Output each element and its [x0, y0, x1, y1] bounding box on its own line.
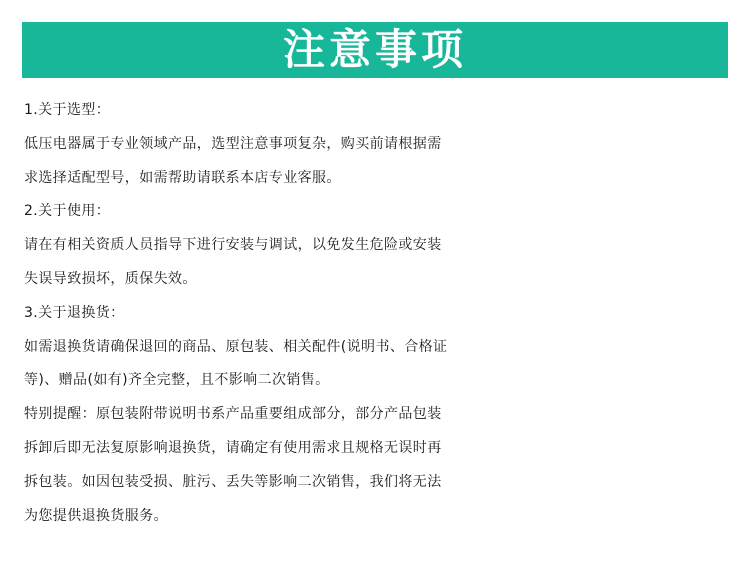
notice-line: 求选择适配型号，如需帮助请联系本店专业客服。 — [24, 169, 341, 186]
section-heading-returns: 3.关于退换货： — [24, 304, 125, 321]
notice-line: 等)、赠品(如有)齐全完整，且不影响二次销售。 — [24, 372, 330, 389]
notice-line: 低压电器属于专业领域产品，选型注意事项复杂，购买前请根据需 — [24, 135, 442, 152]
title-banner — [22, 22, 728, 78]
notice-line: 拆卸后即无法复原影响退换货，请确定有使用需求且规格无误时再 — [24, 439, 442, 456]
section-heading-usage: 2.关于使用： — [24, 203, 111, 220]
page-title: 注意事项 — [282, 25, 467, 74]
notice-line: 失误导致损坏，质保失效。 — [24, 270, 197, 287]
notice-line: 请在有相关资质人员指导下进行安装与调试，以免发生危险或安装 — [24, 237, 442, 254]
notice-line: 拆包装。如因包装受损、脏污、丢失等影响二次销售，我们将无法 — [24, 473, 442, 490]
section-heading-selection: 1.关于选型： — [24, 102, 111, 118]
special-reminder-line: 特别提醒：原包装附带说明书系产品重要组成部分，部分产品包装 — [24, 406, 442, 423]
notice-body — [24, 94, 730, 533]
notice-line: 如需退换货请确保退回的商品、原包装、相关配件(说明书、合格证 — [24, 338, 448, 355]
notice-line: 为您提供退换货服务。 — [24, 507, 168, 524]
